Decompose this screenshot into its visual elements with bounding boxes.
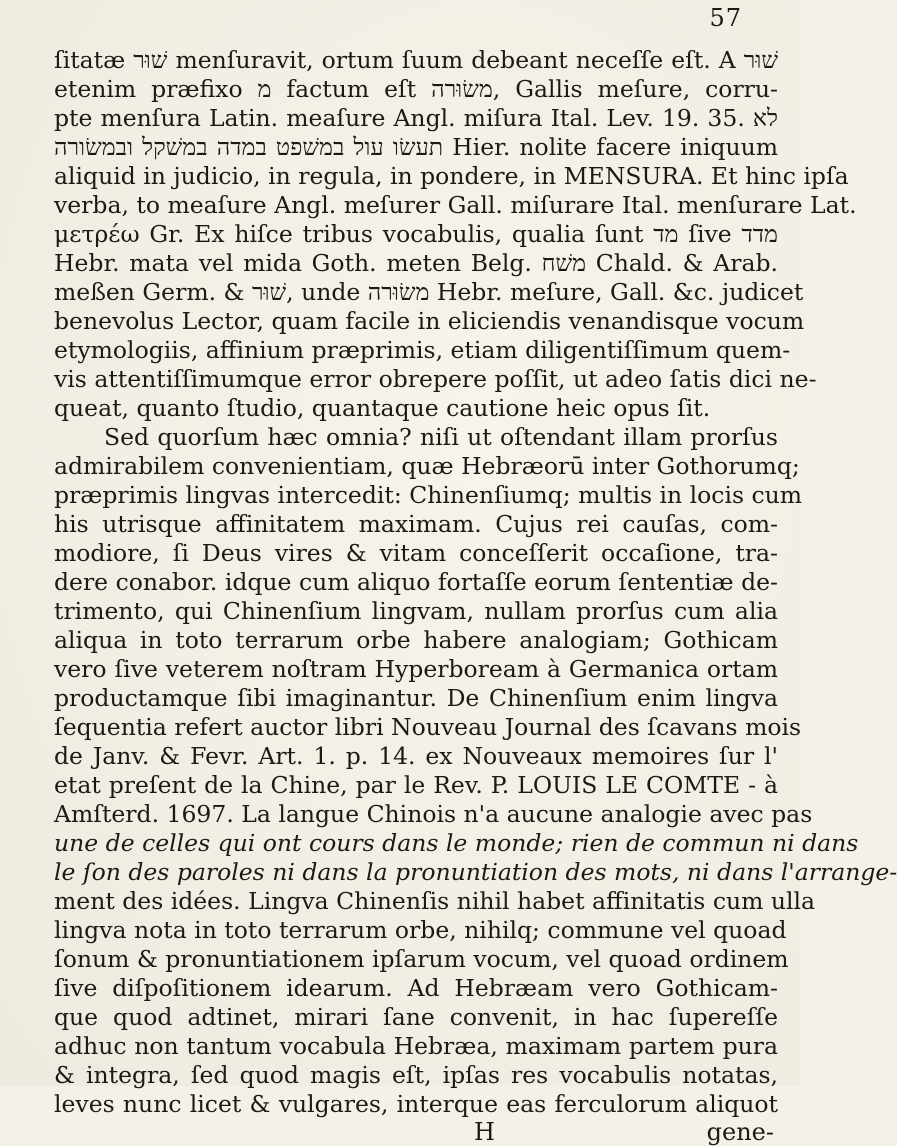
text-line: modiore, ſi Deus vires & vitam conceſſerit occaſione, tra- <box>54 539 778 567</box>
text-line: benevolus Lector, quam facile in eliciendis venandisque vocum <box>54 307 805 335</box>
body-text <box>54 46 897 1119</box>
text-line: verba, to meaſure Angl. meſurer Gall. miſurare Ital. menſurare Lat. <box>54 191 857 219</box>
catchword: gene- <box>706 1118 774 1146</box>
text-line: Hebr. mata vel mida Goth. meten Belg. משׁח Chald. & Arab. <box>54 249 778 277</box>
text-line: ſive diſpoſitionem idearum. Ad Hebræam vero Gothicam- <box>54 974 778 1002</box>
text-line: meßen Germ. & שׁוּר, unde משׂוּרה Hebr. meſure, Gall. &c. judicet <box>54 278 804 306</box>
text-line: etymologiis, affinium præprimis, etiam diligentiſſimum quem- <box>54 336 791 364</box>
text-line: queat, quanto ſtudio, quantaque cautione heic opus ſit. <box>54 394 711 422</box>
text-line: תעשׂו עול במשׁפט במדה במשׁקל ובמשׂורה Hier. nolite facere iniquum <box>54 133 779 161</box>
text-line: dere conabor. idque cum aliquo fortaſſe eorum ſententiæ de- <box>54 568 778 596</box>
text-line: Amſterd. 1697. La langue Chinois n'a aucune analogie avec pas <box>54 800 813 828</box>
text-line: & integra, ſed quod magis eſt, ipſas res vocabulis notatas, <box>54 1061 778 1089</box>
text-line: leves nunc licet & vulgares, interque eas ferculorum aliquot <box>54 1090 778 1118</box>
text-line: aliquid in judicio, in regula, in pondere, in MENSURA. Et hinc ipſa <box>54 162 849 190</box>
text-line: his utrisque affinitatem maximam. Cujus rei cauſas, com- <box>54 510 778 538</box>
text-line: aliqua in toto terrarum orbe habere analogiam; Gothicam <box>54 626 778 654</box>
text-line: admirabilem convenientiam, quæ Hebræorū inter Gothorumq; <box>54 452 800 480</box>
quoted-french-line: le ſon des paroles ni dans la pronuntiation des mots, ni dans l'arrange- <box>54 858 897 886</box>
quoted-french-line: une de celles qui ont cours dans le monde; rien de commun ni dans <box>54 829 859 857</box>
page-number: 57 <box>709 4 742 32</box>
text-line: trimento, qui Chinenſium lingvam, nullam prorſus cum alia <box>54 597 778 625</box>
text-line: ment des idées. Lingva Chinenſis nihil habet affinitatis cum ulla <box>54 887 816 915</box>
text-line: vero ſive veterem noſtram Hyperboream à Germanica ortam <box>54 655 778 683</box>
text-line: pte menſura Latin. meaſure Angl. miſura Ital. Lev. 19. 35. לא <box>54 104 778 132</box>
page-footer <box>54 1119 778 1145</box>
text-line: vis attentiſſimumque error obrepere poſſit, ut adeo ſatis dici ne- <box>54 365 817 393</box>
text-line: præprimis lingvas intercedit: Chinenſiumq; multis in locis cum <box>54 481 803 509</box>
text-line: lingva nota in toto terrarum orbe, nihilq; commune vel quoad <box>54 916 787 944</box>
text-line: etenim præfixo מ factum eſt משׂוּרה, Gallis meſure, corru- <box>54 75 778 103</box>
text-line: que quod adtinet, mirari ſane convenit, in hac ſupereſſe <box>54 1003 778 1031</box>
text-line: de Janv. & Fevr. Art. 1. p. 14. ex Nouveaux memoires ſur l' <box>54 742 778 770</box>
paragraph-start-line: Sed quorſum hæc omnia? niſi ut oſtendant illam prorſus <box>104 423 778 451</box>
text-line: ſitatæ שׁוּר menſuravit, ortum ſuum debeant neceſſe eſt. A שׁוּר <box>54 46 778 74</box>
text-line: productamque ſibi imaginantur. De Chinenſium enim lingva <box>54 684 778 712</box>
text-line: adhuc non tantum vocabula Hebræa, maximam partem pura <box>54 1032 778 1060</box>
text-line: ſonum & pronuntiationem ipſarum vocum, vel quoad ordinem <box>54 945 789 973</box>
text-line: ſequentia refert auctor libri Nouveau Journal des ſcavans mois <box>54 713 802 741</box>
signature-mark: H <box>474 1118 495 1146</box>
text-line: etat preſent de la Chine, par le Rev. P. LOUIS LE COMTE - à <box>54 771 778 799</box>
text-line: μετρέω Gr. Ex hiſce tribus vocabulis, qualia ſunt מד ſive מדד <box>54 220 778 248</box>
